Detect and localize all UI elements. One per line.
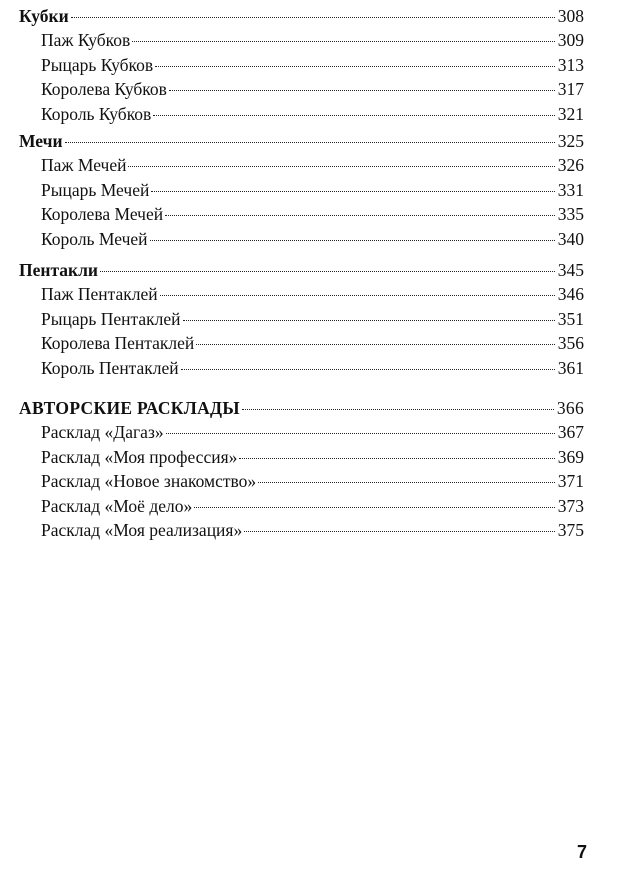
- toc-entry-label: Король Мечей: [41, 228, 148, 249]
- toc-section-pentacles: [19, 258, 584, 380]
- dot-leader: [128, 166, 554, 167]
- dot-leader: [132, 41, 554, 42]
- toc-entry[interactable]: [19, 331, 584, 355]
- toc-entry-label: Король Пентаклей: [41, 357, 179, 378]
- toc-page-number: 309: [557, 30, 584, 51]
- toc-page-number: 375: [557, 519, 584, 540]
- toc-entry-label: Расклад «Моя реализация»: [41, 519, 243, 540]
- toc-entry-label: Король Кубков: [41, 103, 152, 124]
- toc-entry[interactable]: [19, 356, 584, 380]
- dot-leader: [165, 215, 555, 216]
- toc-entry-label: Королева Кубков: [41, 79, 167, 100]
- toc-entry-label: Рыцарь Мечей: [41, 179, 150, 200]
- toc-page-number: 321: [557, 103, 584, 124]
- dot-leader: [196, 344, 554, 345]
- toc-page-number: 369: [557, 446, 584, 467]
- toc-entry[interactable]: [19, 102, 584, 126]
- dot-leader: [155, 66, 555, 67]
- dot-leader: [169, 90, 555, 91]
- toc-entry[interactable]: [19, 202, 584, 226]
- dot-leader: [242, 409, 554, 410]
- dot-leader: [181, 369, 555, 370]
- toc-entry-label: Рыцарь Кубков: [41, 54, 154, 75]
- dot-leader: [151, 191, 554, 192]
- toc-page-number: 308: [557, 6, 584, 26]
- dot-leader: [183, 320, 555, 321]
- dot-leader: [244, 531, 555, 532]
- toc-page-number: 313: [557, 54, 584, 75]
- dot-leader: [160, 295, 555, 296]
- toc-heading[interactable]: [19, 4, 584, 28]
- toc-heading-label: Кубки: [19, 6, 69, 26]
- dot-leader: [71, 17, 555, 18]
- dot-leader: [194, 507, 555, 508]
- toc-heading[interactable]: [19, 396, 584, 420]
- toc-section-cups: [19, 4, 584, 126]
- toc-entry[interactable]: [19, 28, 584, 52]
- toc-entry[interactable]: [19, 420, 584, 444]
- toc-page-number: 373: [557, 495, 584, 516]
- toc-page-number: 351: [557, 308, 584, 329]
- toc-entry-label: Расклад «Моё дело»: [41, 495, 193, 516]
- toc-page-number: 326: [557, 155, 584, 176]
- toc-entry[interactable]: [19, 445, 584, 469]
- toc-entry-label: Паж Кубков: [41, 30, 131, 51]
- toc-page-number: 371: [557, 471, 584, 492]
- dot-leader: [150, 240, 555, 241]
- toc-entry[interactable]: [19, 282, 584, 306]
- toc-entry-label: Расклад «Моя профессия»: [41, 446, 238, 467]
- dot-leader: [258, 482, 555, 483]
- toc-entry-label: Паж Мечей: [41, 155, 127, 176]
- toc-page-number: 331: [557, 179, 584, 200]
- toc-heading[interactable]: [19, 129, 584, 153]
- toc-entry[interactable]: [19, 77, 584, 101]
- dot-leader: [239, 458, 554, 459]
- toc-section-author-spreads: [19, 396, 584, 542]
- toc-page-number: 367: [557, 422, 584, 443]
- toc-page-number: 361: [557, 357, 584, 378]
- toc-entry[interactable]: [19, 518, 584, 542]
- toc-page-number: 325: [557, 131, 584, 151]
- toc-entry-label: Расклад «Новое знакомство»: [41, 471, 257, 492]
- toc-entry[interactable]: [19, 227, 584, 251]
- toc-entry-label: Королева Пентаклей: [41, 333, 195, 354]
- toc-entry[interactable]: [19, 153, 584, 177]
- page-number: 7: [576, 842, 587, 862]
- toc-heading-label: Пентакли: [19, 260, 99, 280]
- toc-entry[interactable]: [19, 469, 584, 493]
- toc-entry-label: Паж Пентаклей: [41, 284, 158, 305]
- toc-page-number: 366: [556, 398, 584, 418]
- dot-leader: [65, 142, 555, 143]
- toc-entry[interactable]: [19, 494, 584, 518]
- toc-heading-label: АВТОРСКИЕ РАСКЛАДЫ: [19, 398, 240, 418]
- toc-entry[interactable]: [19, 307, 584, 331]
- toc-page-number: 345: [557, 260, 584, 280]
- toc-heading-label: Мечи: [19, 131, 63, 151]
- toc-entry-label: Расклад «Дагаз»: [41, 422, 164, 443]
- toc-heading[interactable]: [19, 258, 584, 282]
- toc-page-number: 356: [557, 333, 584, 354]
- toc-page-number: 340: [557, 228, 584, 249]
- toc-entry[interactable]: [19, 53, 584, 77]
- toc-entry[interactable]: [19, 178, 584, 202]
- dot-leader: [166, 433, 555, 434]
- toc-entry-label: Рыцарь Пентаклей: [41, 308, 181, 329]
- toc-section-swords: [19, 129, 584, 251]
- toc-page-number: 346: [557, 284, 584, 305]
- toc-page-number: 335: [557, 204, 584, 225]
- toc-page-number: 317: [557, 79, 584, 100]
- dot-leader: [100, 271, 555, 272]
- toc-entry-label: Королева Мечей: [41, 204, 164, 225]
- dot-leader: [153, 115, 554, 116]
